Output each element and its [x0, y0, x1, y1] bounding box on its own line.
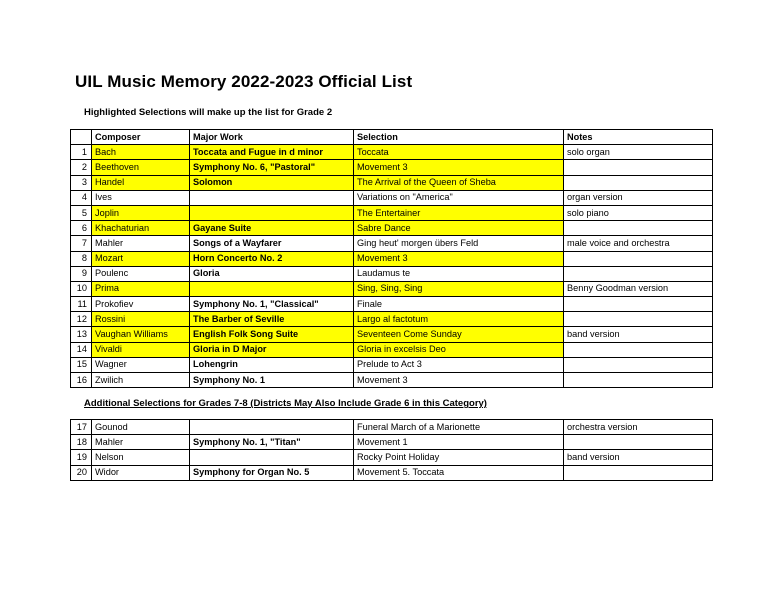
- table-row: [71, 357, 713, 372]
- major-work-cell: [190, 190, 354, 205]
- table-row: [71, 175, 713, 190]
- notes-cell: [564, 312, 713, 327]
- composer-cell: Bach: [92, 145, 190, 160]
- selection-cell: Gloria in excelsis Deo: [354, 342, 564, 357]
- table-row: [71, 312, 713, 327]
- selection-cell: Movement 3: [354, 251, 564, 266]
- table-row: [71, 251, 713, 266]
- selection-cell: Variations on "America": [354, 190, 564, 205]
- row-number: 12: [71, 312, 92, 327]
- row-number: 1: [71, 145, 92, 160]
- main-selections-table: [70, 129, 713, 388]
- table-row: [71, 281, 713, 296]
- table-row: [71, 266, 713, 281]
- table-row: [71, 160, 713, 175]
- row-number: 16: [71, 373, 92, 388]
- selection-cell: The Arrival of the Queen of Sheba: [354, 175, 564, 190]
- composer-cell: Beethoven: [92, 160, 190, 175]
- grades-7-8-heading: Additional Selections for Grades 7-8 (Districts May Also Include Grade 6 in this Category): [84, 398, 487, 409]
- composer-cell: Ives: [92, 190, 190, 205]
- composer-cell: Zwilich: [92, 373, 190, 388]
- table-row: [71, 420, 713, 435]
- major-work-cell: Gloria in D Major: [190, 342, 354, 357]
- composer-cell: Prima: [92, 281, 190, 296]
- major-work-cell: Symphony No. 1, "Classical": [190, 297, 354, 312]
- selection-cell: Prelude to Act 3: [354, 357, 564, 372]
- selection-cell: Movement 1: [354, 435, 564, 450]
- composer-cell: Vaughan Williams: [92, 327, 190, 342]
- composer-cell: Mahler: [92, 236, 190, 251]
- selection-cell: Ging heut' morgen übers Feld: [354, 236, 564, 251]
- notes-cell: band version: [564, 450, 713, 465]
- table-row: [71, 297, 713, 312]
- table-row: [71, 435, 713, 450]
- table-row: [71, 342, 713, 357]
- row-number: 2: [71, 160, 92, 175]
- table-row: [71, 205, 713, 220]
- major-work-cell: Symphony for Organ No. 5: [190, 465, 354, 480]
- notes-cell: [564, 266, 713, 281]
- selection-cell: Laudamus te: [354, 266, 564, 281]
- row-number: 19: [71, 450, 92, 465]
- selection-cell: Largo al factotum: [354, 312, 564, 327]
- notes-cell: [564, 357, 713, 372]
- major-work-cell: [190, 281, 354, 296]
- notes-cell: organ version: [564, 190, 713, 205]
- table-header-row: [71, 130, 713, 145]
- composer-cell: Poulenc: [92, 266, 190, 281]
- table-row: [71, 465, 713, 480]
- selection-cell: The Entertainer: [354, 205, 564, 220]
- header-major-work: Major Work: [190, 130, 354, 145]
- major-work-cell: Lohengrin: [190, 357, 354, 372]
- notes-cell: [564, 342, 713, 357]
- row-number: 3: [71, 175, 92, 190]
- selection-cell: Movement 5. Toccata: [354, 465, 564, 480]
- major-work-cell: Gayane Suite: [190, 221, 354, 236]
- composer-cell: Wagner: [92, 357, 190, 372]
- header-notes: Notes: [564, 130, 713, 145]
- major-work-cell: Solomon: [190, 175, 354, 190]
- row-number: 7: [71, 236, 92, 251]
- selection-cell: Movement 3: [354, 373, 564, 388]
- selection-cell: Rocky Point Holiday: [354, 450, 564, 465]
- notes-cell: solo organ: [564, 145, 713, 160]
- major-work-cell: [190, 205, 354, 220]
- row-number: 15: [71, 357, 92, 372]
- composer-cell: Widor: [92, 465, 190, 480]
- notes-cell: [564, 251, 713, 266]
- selection-cell: Seventeen Come Sunday: [354, 327, 564, 342]
- major-work-cell: The Barber of Seville: [190, 312, 354, 327]
- major-work-cell: Toccata and Fugue in d minor: [190, 145, 354, 160]
- row-number: 17: [71, 420, 92, 435]
- row-number: 11: [71, 297, 92, 312]
- composer-cell: Prokofiev: [92, 297, 190, 312]
- header-selection: Selection: [354, 130, 564, 145]
- composer-cell: Gounod: [92, 420, 190, 435]
- notes-cell: solo piano: [564, 205, 713, 220]
- row-number: 20: [71, 465, 92, 480]
- row-number: 10: [71, 281, 92, 296]
- table-row: [71, 373, 713, 388]
- major-work-cell: Gloria: [190, 266, 354, 281]
- row-number: 18: [71, 435, 92, 450]
- page-title: UIL Music Memory 2022-2023 Official List: [75, 72, 413, 91]
- composer-cell: Rossini: [92, 312, 190, 327]
- grade2-note: Highlighted Selections will make up the list for Grade 2: [84, 107, 333, 118]
- composer-cell: Handel: [92, 175, 190, 190]
- table-row: [71, 221, 713, 236]
- selection-cell: Sing, Sing, Sing: [354, 281, 564, 296]
- notes-cell: [564, 465, 713, 480]
- row-number: 9: [71, 266, 92, 281]
- composer-cell: Vivaldi: [92, 342, 190, 357]
- notes-cell: [564, 297, 713, 312]
- notes-cell: [564, 435, 713, 450]
- notes-cell: [564, 373, 713, 388]
- row-number: 14: [71, 342, 92, 357]
- selection-cell: Funeral March of a Marionette: [354, 420, 564, 435]
- composer-cell: Nelson: [92, 450, 190, 465]
- major-work-cell: Symphony No. 1: [190, 373, 354, 388]
- row-number: 13: [71, 327, 92, 342]
- row-number: 4: [71, 190, 92, 205]
- header-number: [71, 130, 92, 145]
- major-work-cell: Symphony No. 1, "Titan": [190, 435, 354, 450]
- major-work-cell: [190, 420, 354, 435]
- header-composer: Composer: [92, 130, 190, 145]
- major-work-cell: Symphony No. 6, "Pastoral": [190, 160, 354, 175]
- composer-cell: Khachaturian: [92, 221, 190, 236]
- selection-cell: Sabre Dance: [354, 221, 564, 236]
- composer-cell: Mozart: [92, 251, 190, 266]
- major-work-cell: Horn Concerto No. 2: [190, 251, 354, 266]
- selection-cell: Finale: [354, 297, 564, 312]
- table-row: [71, 236, 713, 251]
- selection-cell: Movement 3: [354, 160, 564, 175]
- notes-cell: Benny Goodman version: [564, 281, 713, 296]
- table-row: [71, 327, 713, 342]
- composer-cell: Joplin: [92, 205, 190, 220]
- major-work-cell: [190, 450, 354, 465]
- table-row: [71, 450, 713, 465]
- major-work-cell: English Folk Song Suite: [190, 327, 354, 342]
- notes-cell: [564, 160, 713, 175]
- notes-cell: [564, 175, 713, 190]
- additional-selections-table: [70, 419, 713, 481]
- row-number: 5: [71, 205, 92, 220]
- major-work-cell: Songs of a Wayfarer: [190, 236, 354, 251]
- table-row: [71, 190, 713, 205]
- row-number: 6: [71, 221, 92, 236]
- notes-cell: orchestra version: [564, 420, 713, 435]
- row-number: 8: [71, 251, 92, 266]
- selection-cell: Toccata: [354, 145, 564, 160]
- composer-cell: Mahler: [92, 435, 190, 450]
- table-row: [71, 145, 713, 160]
- notes-cell: [564, 221, 713, 236]
- notes-cell: male voice and orchestra: [564, 236, 713, 251]
- notes-cell: band version: [564, 327, 713, 342]
